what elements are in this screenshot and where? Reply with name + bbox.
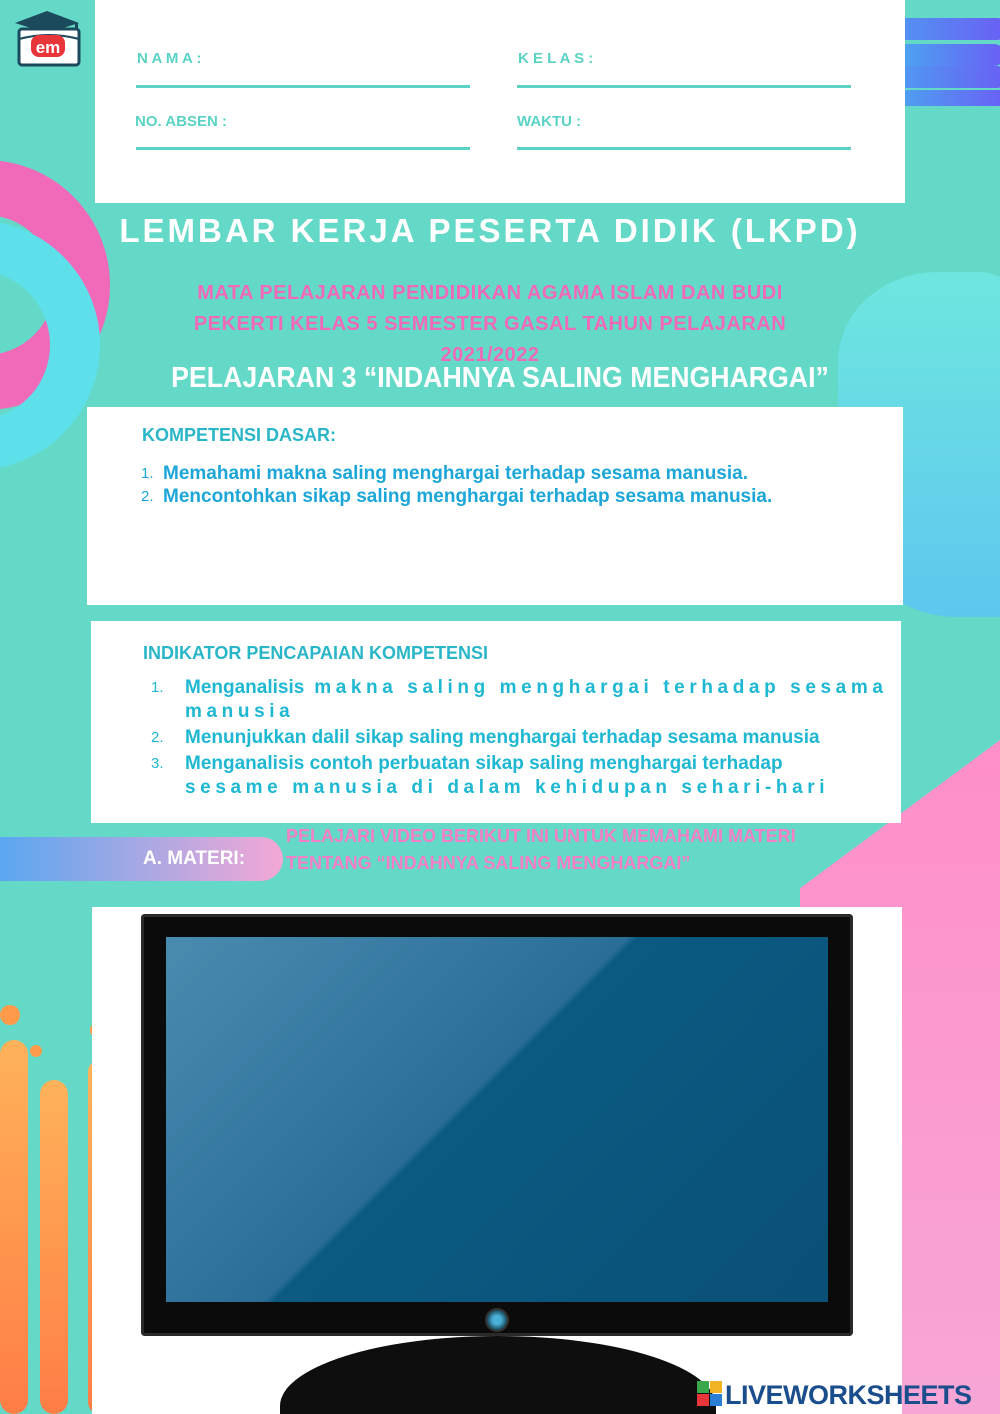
- field-line-no-absen[interactable]: [136, 147, 470, 150]
- decor-orange-bar: [40, 1080, 68, 1414]
- field-line-nama[interactable]: [136, 85, 470, 88]
- field-line-kelas[interactable]: [517, 85, 851, 88]
- materi-label-bar: [0, 837, 283, 881]
- graduation-logo-icon: [5, 5, 91, 69]
- decor-orange-dot: [0, 1005, 20, 1025]
- list-item: 2. Mencontohkan sikap saling menghargai terhadap sesama manusia.: [141, 486, 773, 507]
- kompetensi-dasar-card: [87, 407, 903, 605]
- decor-orange-dot: [30, 1045, 42, 1057]
- student-info-box: [95, 0, 905, 203]
- kompetensi-dasar-list: [141, 463, 831, 509]
- field-line-waktu[interactable]: [517, 147, 851, 150]
- watermark-text: LIVEWORKSHEETS: [725, 1380, 972, 1410]
- field-label-nama: N A M A :: [137, 50, 202, 67]
- indikator-card: [91, 621, 901, 823]
- list-item: 1. Menganalisis makna saling menghargai terhadap sesama manusia: [151, 677, 888, 722]
- indikator-heading: INDIKATOR PENCAPAIAN KOMPETENSI: [143, 643, 489, 663]
- liveworksheets-watermark: [697, 1378, 997, 1410]
- materi-instruction: PELAJARI VIDEO BERIKUT INI UNTUK MEMAHAMI MATERI TENTANG “INDAHNYA SALING MENGHARGAI”: [286, 826, 796, 873]
- video-screen[interactable]: [166, 937, 828, 1302]
- svg-text:em: em: [35, 38, 61, 57]
- subject-subtitle: MATA PELAJARAN PENDIDIKAN AGAMA ISLAM DAN BUDI PEKERTI KELAS 5 SEMESTER GASAL TAHUN PELAJARAN 2021/2022: [193, 282, 787, 366]
- indikator-list: [151, 676, 891, 802]
- list-item: 1. Memahami makna saling menghargai terhadap sesama manusia.: [141, 463, 749, 484]
- field-label-waktu: WAKTU :: [517, 113, 582, 130]
- field-label-kelas: K E L A S :: [518, 50, 594, 67]
- lesson-title: PELAJARAN 3 “INDAHNYA SALING MENGHARGAI”: [171, 362, 829, 394]
- decor-orange-bar: [0, 1040, 28, 1414]
- list-item: 3. Menganalisis contoh perbuatan sikap saling menghargai terhadap sesame manusia di dalam kehidupan sehari-hari: [151, 753, 830, 798]
- list-item: 2. Menunjukkan dalil sikap saling menghargai terhadap sesama manusia: [151, 727, 820, 748]
- tv-power-button: [485, 1308, 509, 1332]
- kompetensi-dasar-heading: KOMPETENSI DASAR:: [142, 425, 337, 445]
- materi-label: A. MATERI:: [143, 848, 246, 869]
- decor-bar: [895, 44, 1000, 66]
- field-label-no-absen: NO. ABSEN :: [135, 113, 227, 130]
- page-title: LEMBAR KERJA PESERTA DIDIK (LKPD): [119, 212, 861, 249]
- liveworksheets-logo-icon: [697, 1381, 723, 1407]
